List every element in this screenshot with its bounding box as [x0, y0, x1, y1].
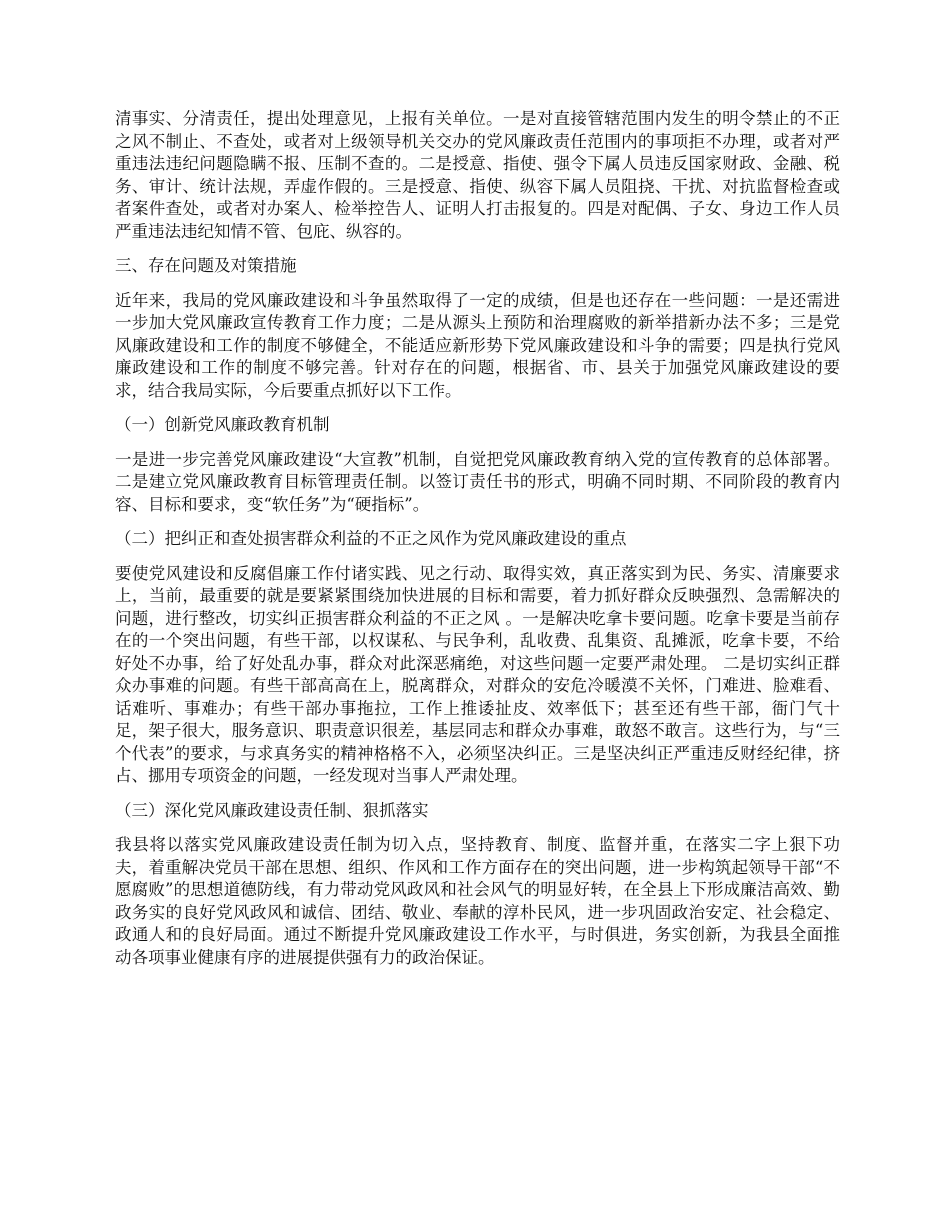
- paragraph-education-mechanism: 一是进一步完善党风廉政建设“大宣教”机制，自觉把党风廉政教育纳入党的宣传教育的总体部署。二是建立党风廉政教育目标管理责任制。以签订责任书的形式，明确不同时期、不同阶段的教育内容、目标和要求，变“软任务”为“硬指标”。: [115, 449, 840, 514]
- paragraph-correct-malpractice: 要使党风建设和反腐倡廉工作付诸实践、见之行动、取得实效，真正落实到为民、务实、清廉要求上，当前，最重要的就是要紧紧围绕加快进展的目标和需要，着力抓好群众反映强烈、急需解决的问题，进行整改，切实纠正损害群众利益的不正之风 。一是解决吃拿卡要问题。吃拿卡要是当前存在的一个突出问题，有些干部，以权谋私、与民争利，乱收费、乱集资、乱摊派，吃拿卡要，不给好处不办事，给了好处乱办事，群众对此深恶痛绝，对这些问题一定要严肃处理。 二是切实纠正群众办事难的问题。有些干部高高在上，脱离群众，对群众的安危冷暖漠不关怀，门难进、脸难看、话难听、事难办；有些干部办事拖拉，工作上推诿扯皮、效率低下；甚至还有些干部，衙门气十足，架子很大，服务意识、职责意识很差，基层同志和群众办事难，敢怒不敢言。这些行为，与“三个代表”的要求，与求真务实的精神格格不入，必须坚决纠正。三是坚决纠正严重违反财经纪律，挤占、挪用专项资金的问题，一经发现对当事人严肃处理。: [115, 563, 840, 785]
- paragraph-responsibility-list: 清事实、分清责任，提出处理意见，上报有关单位。一是对直接管辖范围内发生的明令禁止的不正之风不制止、不查处，或者对上级领导机关交办的党风廉政责任范围内的事项拒不办理，或者对严重违法违纪问题隐瞒不报、压制不查的。二是授意、指使、强令下属人员违反国家财政、金融、税务、审计、统计法规，弄虚作假的。三是授意、指使、纵容下属人员阻挠、干扰、对抗监督检查或者案件查处，或者对办案人、检举控告人、证明人打击报复的。四是对配偶、子女、身边工作人员严重违法违纪知情不管、包庇、纵容的。: [115, 109, 840, 241]
- document-page: [115, 108, 840, 981]
- paragraph-problems: 近年来，我局的党风廉政建设和斗争虽然取得了一定的成绩，但是也还存在一些问题：一是还需进一步加大党风廉政宣传教育工作力度；二是从源头上预防和治理腐败的新举措新办法不多；三是党风廉政建设和工作的制度不够健全，不能适应新形势下党风廉政建设和斗争的需要；四是执行党风廉政建设和工作的制度不够完善。针对存在的问题，根据省、市、县关于加强党风廉政建设的要求，结合我局实际，今后要重点抓好以下工作。: [115, 290, 840, 400]
- subheading-correct-malpractice: （二）把纠正和查处损害群众利益的不正之风作为党风廉政建设的重点: [115, 529, 627, 548]
- subheading-responsibility-system: （三）深化党风廉政建设责任制、狠抓落实: [115, 800, 429, 820]
- paragraph-responsibility-system: 我县将以落实党风廉政建设责任制为切入点，坚持教育、制度、监督并重，在落实二字上狠下功夫，着重解决党员干部在思想、组织、作风和工作方面存在的突出问题，进一步构筑起领导干部“不愿腐败”的思想道德防线，有力带动党风政风和社会风气的明显好转，在全县上下形成廉洁高效、勤政务实的良好党风政风和诚信、团结、敬业、奉献的淳朴民风，进一步巩固政治安定、社会稳定、政通人和的良好局面。通过不断提升党风廉政建设工作水平，与时俱进，务实创新，为我县全面推动各项事业健康有序的进展提供强有力的政治保证。: [115, 835, 840, 967]
- section-heading-problems: 三、存在问题及对策措施: [115, 256, 297, 275]
- subheading-education-mechanism: （一）创新党风廉政教育机制: [115, 415, 330, 434]
